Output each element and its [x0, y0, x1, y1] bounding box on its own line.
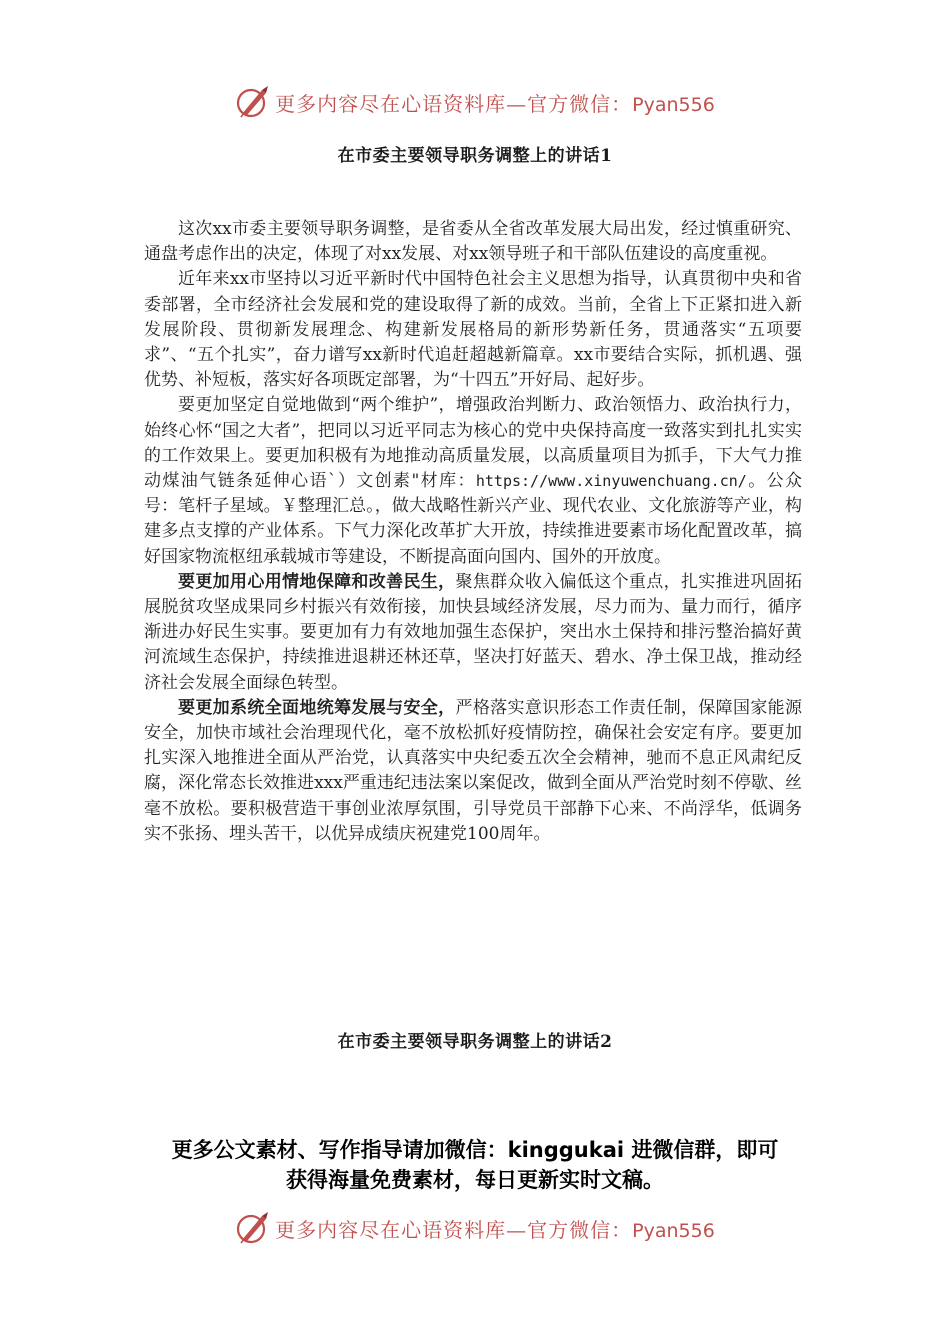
- paragraph-3-text-a: 要更加坚定自觉地做到“两个维护”，增强政治判断力、政治领悟力、政治执行力，始终心怀“国之大者”，把同以习近平同志为核心的党中央保持高度一致落实到扎扎实实的工作效果上。要更加积极有为地推动高质量发展，以高质量项目为抓手，下大气力推动煤油气链条延伸心语`）文创素"材库：: [144, 395, 802, 492]
- paragraph-4-lead: 要更加用心用情地保障和改善民生，: [178, 571, 456, 592]
- paragraph-2: 近年来xx市坚持以习近平新时代中国特色社会主义思想为指导，认真贯彻中央和省委部署，全市经济社会发展和党的建设取得了新的成效。当前，全省上下正紧扣进入新发展阶段、贯彻新发展理念、构建新发展格局的新形势新任务，贯通落实“五项要求”、“五个扎实”，奋力谱写xx新时代追赶超越新篇章。xx市要结合实际，抓机遇、强优势、补短板，落实好各项既定部署，为“十四五”开好局、起好步。: [144, 269, 802, 391]
- header-banner: [0, 82, 950, 122]
- paragraph-1: 这次xx市委主要领导职务调整，是省委从全省改革发展大局出发，经过慎重研究、通盘考虑作出的决定，体现了对xx发展、对xx领导班子和干部队伍建设的高度重视。: [144, 219, 802, 265]
- paragraph-5-text: 严格落实意识形态工作责任制，保障国家能源安全，加快市域社会治理现代化，毫不放松抓好疫情防控，确保社会安定有序。要更加扎实深入地推进全面从严治党，认真落实中央纪委五次全会精神，驰而不息正风肃纪反腐，深化常态长效推进xxx严重违纪违法案以案促改，做到全面从严治党时刻不停歇、丝毫不放松。要积极营造干事创业浓厚氛围，引导党员干部静下心来、不尚浮华，低调务实不张扬、埋头苦干，以优异成绩庆祝建党100周年。: [144, 697, 803, 844]
- website-url: https://www.xinyuwenchuang.cn/: [475, 472, 747, 491]
- paragraph-5: [144, 696, 802, 847]
- quill-pen-logo-icon: [235, 84, 271, 120]
- quill-pen-logo-icon: [235, 1210, 271, 1246]
- article-2-title: 在市委主要领导职务调整上的讲话2: [337, 1032, 613, 1052]
- promo-line-1: 更多公文素材、写作指导请加微信：kinggukai 进微信群，即可: [171, 1138, 779, 1162]
- promo-block: [140, 1135, 810, 1195]
- wechat-id: Pyan556: [632, 93, 715, 116]
- paragraph-3-text-b: 。公众号：笔杆子星域。￥整理汇总。，做大战略性新兴产业、现代农业、文化旅游等产业，构建多点支撑的产业体系。下气力深化改革扩大开放，持续推进要素市场化配置改革，搞好国家物流枢纽承载城市等建设，不断提高面向国内、国外的开放度。: [144, 471, 803, 567]
- banner-cn-text: 更多内容尽在心语资料库—官方微信：: [275, 1217, 633, 1242]
- footer-banner-text: [275, 1214, 715, 1243]
- paragraph-4-text: 聚焦群众收入偏低这个重点，扎实推进巩固拓展脱贫攻坚成果同乡村振兴有效衔接，加快县域经济发展，尽力而为、量力而行，循序渐进办好民生实事。要更加有力有效地加强生态保护，突出水土保持和排污整治搞好黄河流域生态保护，持续推进退耕还林还草，坚决打好蓝天、碧水、净土保卫战，推动经济社会发展全面绿色转型。: [144, 571, 803, 693]
- paragraph-5-lead: 要更加系统全面地统筹发展与安全，: [178, 697, 456, 718]
- wechat-id: Pyan556: [632, 1219, 715, 1242]
- promo-line-2: 获得海量免费素材，每日更新实时文稿。: [286, 1168, 664, 1192]
- header-banner-text: [275, 88, 715, 117]
- article-1-body: [144, 217, 802, 847]
- paragraph-4: [144, 570, 802, 696]
- article-1-title: 在市委主要领导职务调整上的讲话1: [337, 146, 613, 166]
- banner-cn-text: 更多内容尽在心语资料库—官方微信：: [275, 91, 633, 116]
- footer-banner: [0, 1208, 950, 1248]
- paragraph-3: [144, 393, 802, 569]
